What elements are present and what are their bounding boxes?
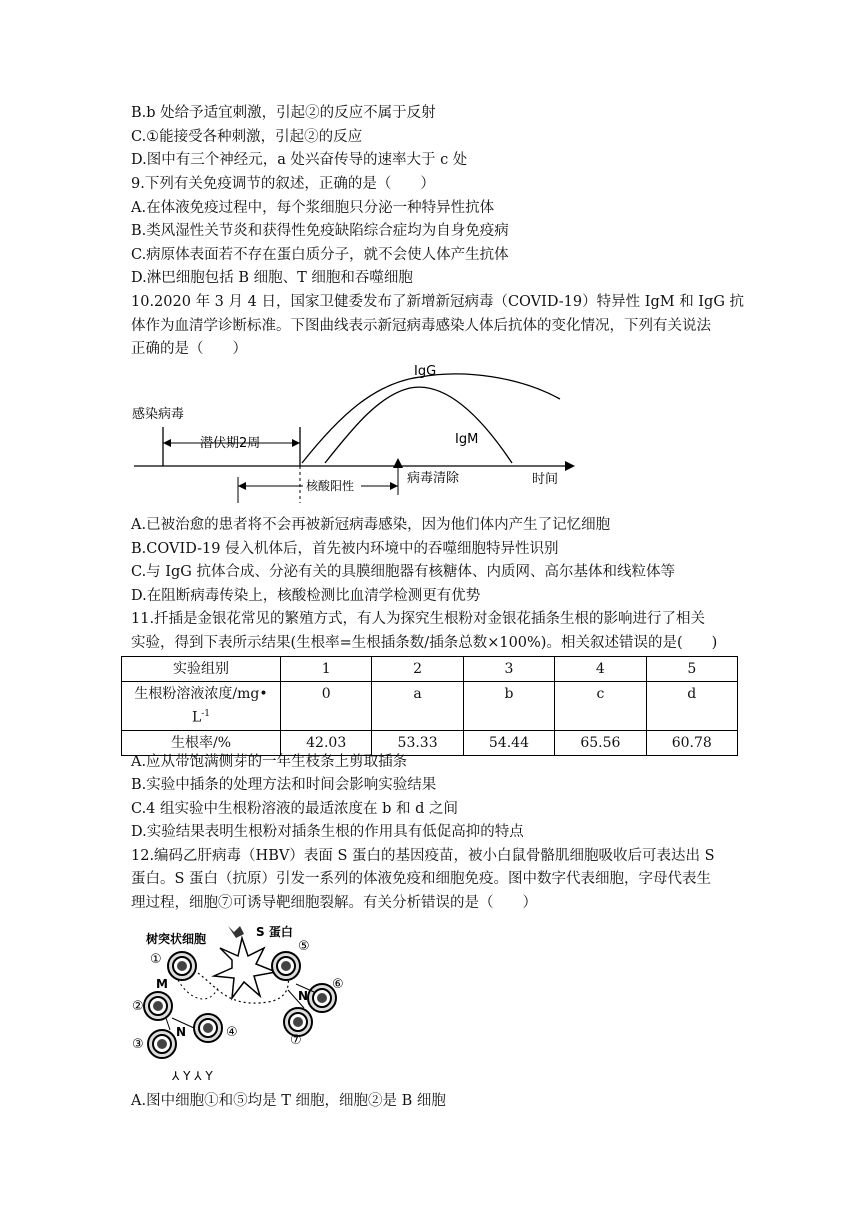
q10-stem-line-1: 10.2020 年 3 月 4 日，国家卫健委发布了新增新冠病毒（COVID-19）特异性 IgM 和 IgG 抗 — [131, 294, 745, 310]
q10-stem-line-2: 体作为血清学诊断标准。下图曲线表示新冠病毒感染人体后抗体的变化情况，下列有关说法 — [131, 318, 711, 334]
cell-6-label: ⑥ — [332, 977, 344, 992]
cell-4-icon — [194, 1014, 222, 1042]
q11-option-a: A.应从带饱满侧芽的一年生枝条上剪取插条 — [131, 754, 408, 770]
q11-stem-line-1: 11.扦插是金银花常见的繁殖方式，有人为探究生根粉对金银花插条生根的影响进行了相关 — [131, 611, 706, 627]
table-cell: 3 — [463, 657, 554, 682]
concentration-unit-exponent: -1 — [201, 709, 211, 719]
q8-option-d: D.图中有三个神经元，a 处兴奋传导的速率大于 c 处 — [131, 152, 468, 168]
label-s-protein: S 蛋白 — [256, 925, 293, 939]
q11-option-b: B.实验中插条的处理方法和时间会影响实验结果 — [131, 777, 437, 793]
label-n-left: N — [176, 1025, 187, 1039]
table-cell: 0 — [281, 682, 372, 731]
q12-option-a: A.图中细胞①和⑤均是 T 细胞，细胞②是 B 细胞 — [131, 1093, 446, 1109]
cell-7-icon — [284, 1008, 312, 1036]
table-cell — [122, 682, 281, 731]
table-cell: 54.44 — [463, 730, 554, 755]
cell-3-icon — [148, 1030, 176, 1058]
label-cleared: 病毒清除 — [407, 471, 460, 486]
table-cell: 4 — [555, 657, 646, 682]
cell-4-label: ④ — [226, 1025, 238, 1040]
cell-2-icon — [144, 992, 172, 1020]
cell-5-icon — [272, 952, 300, 980]
cell-1-label: ① — [150, 952, 162, 967]
cell-5-label: ⑤ — [298, 939, 310, 954]
rooting-table — [121, 656, 738, 756]
label-m: M — [156, 977, 168, 991]
table-cell: 实验组别 — [122, 657, 281, 682]
label-igm: IgM — [455, 432, 479, 447]
q9-option-a: A.在体液免疫过程中，每个浆细胞只分泌一种特异性抗体 — [131, 200, 495, 216]
q12-stem-line-3: 理过程，细胞⑦可诱导靶细胞裂解。有关分析错误的是（ ） — [131, 895, 537, 911]
cell-7-label: ⑦ — [290, 1033, 302, 1048]
q10-stem-line-3: 正确的是（ ） — [131, 341, 247, 357]
q10-option-a: A.已被治愈的患者将不会再被新冠病毒感染，因为他们体内产生了记忆细胞 — [131, 517, 611, 533]
igm-curve — [325, 387, 512, 463]
q10-option-b: B.COVID-19 侵入机体后，首先被内环境中的吞噬细胞特异性识别 — [131, 541, 559, 557]
concentration-label: 生根粉溶液浓度/mg• — [134, 686, 268, 702]
concentration-unit: L — [191, 709, 202, 726]
antibodies-icon: ⅄ Y ⅄ Y — [172, 1069, 213, 1083]
q10-option-c: C.与 IgG 抗体合成、分泌有关的具膜细胞器有核糖体、内质网、高尔基体和线粒体等 — [131, 564, 675, 580]
q11-stem-line-2: 实验，得到下表所示结果(生根率=生根插条数/插条总数×100%)。相关叙述错误的是( ) — [131, 635, 718, 651]
table-cell: 生根率/% — [122, 730, 281, 755]
table-cell: 53.33 — [372, 730, 463, 755]
q12-stem-line-1: 12.编码乙肝病毒（HBV）表面 S 蛋白的基因疫苗，被小白鼠骨骼肌细胞吸收后可表达出 S — [131, 848, 715, 864]
label-nucleic: 核酸阳性 — [306, 479, 355, 493]
table-cell: d — [646, 682, 737, 731]
cell-2-label: ② — [132, 999, 144, 1014]
dendritic-cell-icon — [214, 938, 276, 998]
table-cell: c — [555, 682, 646, 731]
igg-curve — [302, 374, 560, 463]
q9-option-c: C.病原体表面若不存在蛋白质分子，就不会使人体产生抗体 — [131, 247, 509, 263]
q11-option-c: C.4 组实验中生根粉溶液的最适浓度在 b 和 d 之间 — [131, 801, 459, 817]
q11-option-d: D.实验结果表明生根粉对插条生根的作用具有低促高抑的特点 — [131, 824, 524, 840]
table-cell: 60.78 — [646, 730, 737, 755]
q10-option-d: D.在阻断病毒传染上，核酸检测比血清学检测更有优势 — [131, 588, 481, 604]
q8-option-b: B.b 处给予适宜刺激，引起②的反应不属于反射 — [131, 105, 436, 121]
label-incubation: 潜伏期2周 — [200, 436, 261, 451]
antigen-icon — [228, 926, 244, 938]
table-cell: 65.56 — [555, 730, 646, 755]
q9-option-d: D.淋巴细胞包括 B 细胞、T 细胞和吞噬细胞 — [131, 270, 413, 286]
label-igg: IgG — [414, 364, 437, 379]
table-cell: 1 — [281, 657, 372, 682]
q8-option-c: C.①能接受各种刺激，引起②的反应 — [131, 129, 363, 145]
label-dendritic-cell: 树突状细胞 — [146, 932, 207, 946]
label-n-right: N — [298, 989, 309, 1003]
cell-3-label: ③ — [132, 1037, 144, 1052]
q12-stem-line-2: 蛋白。S 蛋白（抗原）引发一系列的体液免疫和细胞免疫。图中数字代表细胞，字母代表生 — [131, 871, 712, 887]
label-time: 时间 — [532, 472, 559, 487]
table-cell: 42.03 — [281, 730, 372, 755]
table-cell: a — [372, 682, 463, 731]
immune-cells-figure — [128, 918, 368, 1088]
label-infection: 感染病毒 — [132, 407, 185, 422]
table-row — [122, 682, 738, 731]
q9-stem: 9.下列有关免疫调节的叙述，正确的是（ ） — [131, 176, 435, 192]
table-cell: 5 — [646, 657, 737, 682]
table-cell: 2 — [372, 657, 463, 682]
q9-option-b: B.类风湿性关节炎和获得性免疫缺陷综合症均为自身免疫病 — [131, 223, 509, 239]
cell-1-icon — [168, 952, 196, 980]
table-cell: b — [463, 682, 554, 731]
table-row — [122, 657, 738, 682]
antibody-curve-figure — [120, 355, 580, 505]
